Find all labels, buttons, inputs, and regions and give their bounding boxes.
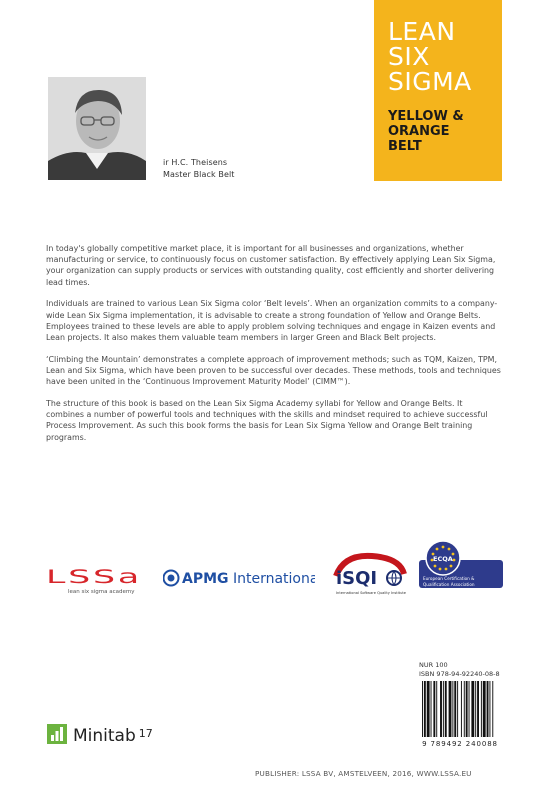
barcode-bar	[422, 681, 423, 737]
isbn-barcode	[418, 681, 502, 737]
isqi-logo-mark: iSQI	[336, 568, 378, 589]
barcode-digits: 9 789492 240088	[422, 740, 498, 748]
barcode-bar	[440, 681, 442, 737]
lssa-logo	[46, 566, 146, 596]
barcode-bar	[445, 681, 447, 737]
minitab-version: 17	[138, 727, 153, 740]
barcode-bar	[431, 681, 432, 737]
barcode-bar	[452, 681, 453, 737]
minitab-logo	[47, 724, 153, 746]
lssa-logo-tagline: lean six sigma academy	[68, 589, 135, 595]
author-photo	[48, 77, 146, 180]
barcode-bar	[477, 681, 479, 737]
apmg-logo	[163, 567, 315, 589]
isqi-logo-tagline: International Software Quality Institute	[336, 591, 406, 595]
barcode-bar	[471, 681, 474, 737]
subtitle-line-belt: BELT	[388, 139, 422, 154]
isqi-logo	[330, 552, 410, 598]
ecqa-logo-tagline-1: European Certification &	[423, 576, 475, 581]
subtitle-line-orange: ORANGE	[388, 124, 450, 139]
title-block	[374, 0, 502, 181]
title-line-six: SIX	[388, 42, 430, 71]
isbn-number: ISBN 978-94-92240-08-8	[419, 670, 500, 678]
barcode-bar	[427, 681, 430, 737]
barcode-bar	[475, 681, 476, 737]
apmg-logo-bold: APMG	[182, 571, 229, 587]
minitab-icon	[47, 724, 67, 744]
apmg-logo-rest: International	[228, 571, 315, 587]
barcode-bar	[466, 681, 468, 737]
barcode-bar	[489, 681, 490, 737]
publisher-line: PUBLISHER: LSSA BV, AMSTELVEEN, 2016, WWW.LSSA.EU	[255, 769, 472, 778]
barcode-bar	[469, 681, 470, 737]
barcode-bar	[443, 681, 444, 737]
paragraph: The structure of this book is based on the Lean Six Sigma Academy syllabi for Yellow and Orange Belts. It combines a number of powerful tools and techniques with the skills and mindset required to achieve successful Process Improvement. As such this book forms the basis for Lean Six Sigma Yellow and Orange Belt training programs.	[46, 399, 488, 442]
paragraph: Individuals are trained to various Lean Six Sigma color ‘Belt levels’. When an organization commits to a company-wide Lean Six Sigma implementation, it is advisable to create a strong foundation of Yellow and Orange Belts. Employees trained to these levels are able to apply problem solving techniques and engage in Kaizen events and Lean projects. It also makes them valuable team members in larger Green and Black Belt projects.	[46, 299, 498, 343]
barcode-bar	[436, 681, 437, 737]
paragraph: In today's globally competitive market place, it is important for all businesses and organizations, whether manufacturing or service, to continuously focus on customer satisfaction. By effectively applying Lean Six Sigma, your organization can supply products or services with outstanding quality, cost efficiently and shorter delivering lead times.	[46, 244, 496, 287]
back-cover-text	[46, 243, 501, 453]
barcode-bar	[483, 681, 486, 737]
subtitle-line-yellow: YELLOW &	[388, 109, 464, 124]
barcode-bar	[492, 681, 493, 737]
nur-code: NUR 100	[419, 661, 448, 669]
paragraph: ‘Climbing the Mountain’ demonstrates a complete approach of improvement methods; such as TQM, Kaizen, TPM, Lean and Six Sigma, which have been proven to be successful over decades. These methods, tools and techniques have been united in the ‘Continuous Improvement Maturity Model’ (CIMM™).	[46, 354, 501, 387]
lssa-logo-mark: LSSa	[46, 566, 142, 588]
barcode-bar	[433, 681, 435, 737]
barcode-bar	[424, 681, 426, 737]
barcode-bar	[461, 681, 462, 737]
author-name: ir H.C. Theisens	[163, 158, 228, 167]
barcode-bar	[481, 681, 482, 737]
barcode-bar	[457, 681, 458, 737]
barcode-bar	[454, 681, 456, 737]
author-role: Master Black Belt	[163, 170, 235, 179]
ecqa-logo-mark: ECQA	[433, 555, 453, 563]
barcode-bar	[487, 681, 489, 737]
title-line-sigma: SIGMA	[388, 67, 472, 96]
minitab-label	[73, 724, 153, 746]
minitab-name: Minitab	[73, 726, 136, 746]
ecqa-logo-tagline-2: Qualification Association	[423, 582, 475, 587]
ecqa-logo	[419, 540, 503, 596]
barcode-bar	[449, 681, 452, 737]
title-line-lean: LEAN	[388, 17, 456, 46]
barcode-bar	[464, 681, 465, 737]
svg-text:APMG International	[182, 571, 315, 587]
